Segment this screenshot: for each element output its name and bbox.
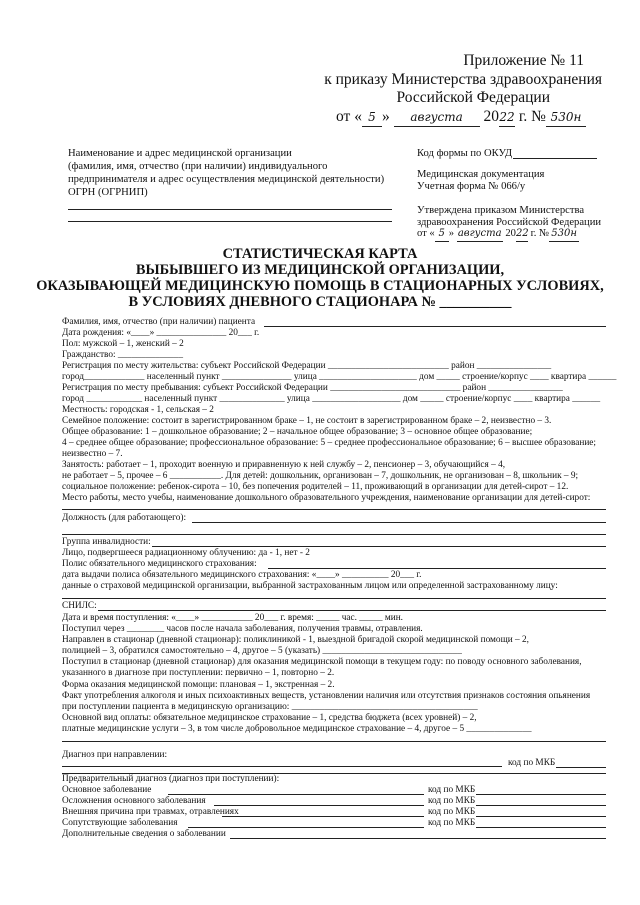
external-cause-icd-field[interactable]: [476, 816, 606, 817]
employment-label-2: не работает – 5, прочее – 6 ___________. Для детей: дошкольник, организован – 7, дошкольник, не организован – 8, школьник – 9;: [62, 471, 579, 481]
appendix-line1: Приложение № 11: [463, 52, 584, 69]
org-label-2: (фамилия, имя, отчество (при наличии) индивидуального: [68, 161, 328, 172]
referral-label-2: полицией – 3, обратился самостоятельно – 4, другое – 5 (указать) ______________________________: [62, 646, 462, 656]
external-cause-label: Внешняя причина при травмах, отравлениях: [62, 807, 239, 817]
approved-label-1: Утверждена приказом Министерства: [417, 205, 585, 216]
education-label-3: неизвестно – 7.: [62, 449, 123, 459]
external-cause-icd-label: код по МКБ: [428, 807, 476, 817]
title-line-1: СТАТИСТИЧЕСКАЯ КАРТА: [222, 246, 418, 262]
comorbid-label: Сопутствующие заболевания: [62, 818, 178, 828]
referral-diagnosis-label: Диагноз при направлении:: [62, 750, 168, 760]
complications-label: Осложнения основного заболевания: [62, 796, 206, 806]
employment-label-1: Занятость: работает – 1, проходит военную и приравненную к ней службу – 2, пенсионер – 3, обучающийся – 4,: [62, 460, 506, 470]
insurer-field[interactable]: [62, 598, 606, 599]
payment-label-2: платные медицинские услуги – 3, в том числе добровольное медицинское страхование – 4, другое – 5 ______________: [62, 724, 532, 734]
appr-date-prefix: от «: [417, 228, 435, 239]
alcohol-label-2: при поступлении пациента в медицинскую организацию: ________________________________________: [62, 702, 478, 712]
additional-info-label: Дополнительные сведения о заболевании: [62, 829, 226, 839]
external-cause-field[interactable]: [222, 816, 424, 817]
org-line-2[interactable]: [68, 221, 392, 222]
org-line-1[interactable]: [68, 209, 392, 210]
appr-mid: »: [448, 228, 455, 239]
snils-field[interactable]: [98, 610, 606, 611]
form-number-label: Учетная форма № 066/у: [417, 181, 526, 192]
appendix-line3: Российской Федерации: [396, 89, 550, 106]
stay-address-label: город ____________ населенный пункт ______________ улица ___________________ дом _____ строение/корпус ____ квартира ______: [62, 394, 601, 404]
residence-region-label: Регистрация по месту жительства: субъект Российской Федерации __________________________ район ________________: [62, 361, 552, 371]
appr-number: 530н: [549, 228, 579, 242]
appr-suffix: г. №: [527, 228, 550, 239]
position-field-2[interactable]: [62, 534, 606, 535]
patient-name-field[interactable]: [264, 326, 606, 327]
main-disease-label: Основное заболевание: [62, 785, 152, 795]
snils-label: СНИЛС:: [62, 601, 97, 611]
complications-icd-field[interactable]: [476, 805, 606, 806]
referral-icd-label: код по МКБ: [508, 758, 556, 768]
order-number: 530н: [546, 108, 586, 127]
locality-label: Местность: городская - 1, сельская – 2: [62, 405, 214, 415]
education-label-1: Общее образование: 1 – дошкольное образование; 2 – начальное общее образование; 3 – основное общее образование;: [62, 427, 533, 437]
payment-label-1: Основной вид оплаты: обязательное медицинское страхование – 1, средства бюджета (всех уровней) – 2,: [62, 713, 477, 723]
oms-policy-field[interactable]: [268, 568, 606, 569]
residence-address-label: город_____________ населенный пункт _______________ улица _____________________ дом _____ строение/корпус ____ квартира ______: [62, 372, 617, 382]
med-doc-label: Медицинская документация: [417, 169, 545, 180]
marital-status-label: Семейное положение: состоит в зарегистрированном браке – 1, не состоит в зарегистрированном браке – 2, неизвестно – 3.: [62, 416, 552, 426]
date-year-suffix: г. №: [514, 108, 546, 125]
insurer-label: данные о страховой медицинской организации, выбранной застрахованным лицом или определенной застрахованному лицу:: [62, 581, 558, 591]
appr-month: августа: [457, 228, 503, 242]
main-disease-field[interactable]: [168, 794, 424, 795]
org-label-4: ОГРН (ОГРНИП): [68, 187, 148, 198]
stay-region-label: Регистрация по месту пребывания: субъект Российской Федерации ____________________________ район ________________: [62, 383, 563, 393]
care-form-label: Форма оказания медицинской помощи: плановая – 1, экстренная – 2.: [62, 680, 335, 690]
referral-diagnosis-field[interactable]: [62, 766, 502, 767]
date-prefix: от «: [336, 108, 362, 125]
sex-label: Пол: мужской – 1, женский – 2: [62, 339, 184, 349]
approved-label-2: здравоохранения Российской Федерации: [417, 217, 602, 228]
workplace-label: Место работы, место учебы, наименование дошкольного образовательного учреждения, наименование организации для детей-сирот:: [62, 493, 591, 503]
education-label-2: 4 – среднее общее образование; профессиональное образование: 5 – среднее профессиональное образование; 6 – высшее образование;: [62, 438, 596, 448]
date-year: 22: [499, 108, 515, 127]
appr-day: 5: [435, 228, 449, 242]
org-label-3: предпринимателя и адрес осуществления медицинской деятельности): [68, 174, 385, 185]
radiation-label: Лицо, подвергшееся радиационному облучению: да - 1, нет - 2: [62, 548, 310, 558]
title-line-2: ВЫБЫВШЕГО ИЗ МЕДИЦИНСКОЙ ОРГАНИЗАЦИИ,: [135, 262, 505, 278]
org-label-1: Наименование и адрес медицинской организации: [68, 148, 292, 159]
referral-label-1: Направлен в стационар (дневной стационар): поликлиникой - 1, выездной бригадой скорой медицинской помощи – 2,: [62, 635, 529, 645]
admission-repeat-label: указанного в диагнозе при поступлении: первично – 1, повторно – 2.: [62, 668, 335, 678]
onset-label: Поступил через ________ часов после начала заболевания, получения травмы, отравления.: [62, 624, 423, 634]
position-label: Должность (для работающего):: [62, 513, 187, 523]
referral-icd-field[interactable]: [556, 767, 606, 768]
date-year-prefix: 20: [483, 108, 499, 125]
additional-info-field[interactable]: [230, 838, 606, 839]
main-disease-icd-field[interactable]: [476, 794, 606, 795]
admission-datetime-label: Дата и время поступления: «____» ___________ 20___ г. время: _____ час. _____ мин.: [62, 613, 403, 623]
appendix-line2: к приказу Министерства здравоохранения: [324, 71, 602, 88]
main-disease-icd-label: код по МКБ: [428, 785, 476, 795]
disability-field[interactable]: [152, 546, 606, 547]
comorbid-field[interactable]: [188, 827, 424, 828]
appr-year: 22: [516, 228, 528, 242]
admission-current-year-label: Поступил в стационар (дневной стационар) для оказания медицинской помощи в текущем году: по поводу основного заболевания,: [62, 657, 582, 667]
birth-date-label: Дата рождения: «____» _______________ 20___ г.: [62, 328, 260, 338]
okud-field[interactable]: [513, 158, 597, 159]
preliminary-diagnosis-label: Предварительный диагноз (диагноз при поступлении):: [62, 774, 280, 784]
oms-policy-label: Полис обязательного медицинского страхования:: [62, 559, 257, 569]
date-month: августа: [394, 108, 480, 127]
title-line-4: В УСЛОВИЯХ ДНЕВНОГО СТАЦИОНАРА № __________: [128, 294, 512, 310]
payment-field[interactable]: [62, 741, 606, 742]
position-field[interactable]: [192, 522, 606, 523]
okud-label: Код формы по ОКУД: [417, 148, 513, 159]
comorbid-icd-label: код по МКБ: [428, 818, 476, 828]
social-status-label: социальное положение: ребенок-сирота – 10, без попечения родителей – 11, проживающий в организации для детей-сирот – 12.: [62, 482, 569, 492]
workplace-field[interactable]: [62, 509, 606, 510]
patient-name-label: Фамилия, имя, отчество (при наличии) пациента: [62, 317, 256, 327]
citizenship-label: Гражданство: ______________: [62, 350, 183, 360]
complications-field[interactable]: [214, 805, 424, 806]
alcohol-label-1: Факт употребления алкоголя и иных психоактивных веществ, установлении наличия или отсутствия признаков состояния опьянения: [62, 691, 591, 701]
appendix-date: [336, 108, 586, 127]
disability-label: Группа инвалидности:: [62, 537, 151, 547]
policy-date-label: дата выдачи полиса обязательного медицинского страхования: «____» __________ 20___ г.: [62, 570, 422, 580]
approved-date: [417, 228, 579, 242]
date-day: 5: [362, 108, 382, 127]
comorbid-icd-field[interactable]: [476, 827, 606, 828]
date-mid: »: [381, 108, 390, 125]
complications-icd-label: код по МКБ: [428, 796, 476, 806]
title-line-3: ОКАЗЫВАЮЩЕЙ МЕДИЦИНСКУЮ ПОМОЩЬ В СТАЦИОНАРНЫХ УСЛОВИЯХ,: [36, 278, 604, 294]
appr-year-prefix: 20: [505, 228, 516, 239]
